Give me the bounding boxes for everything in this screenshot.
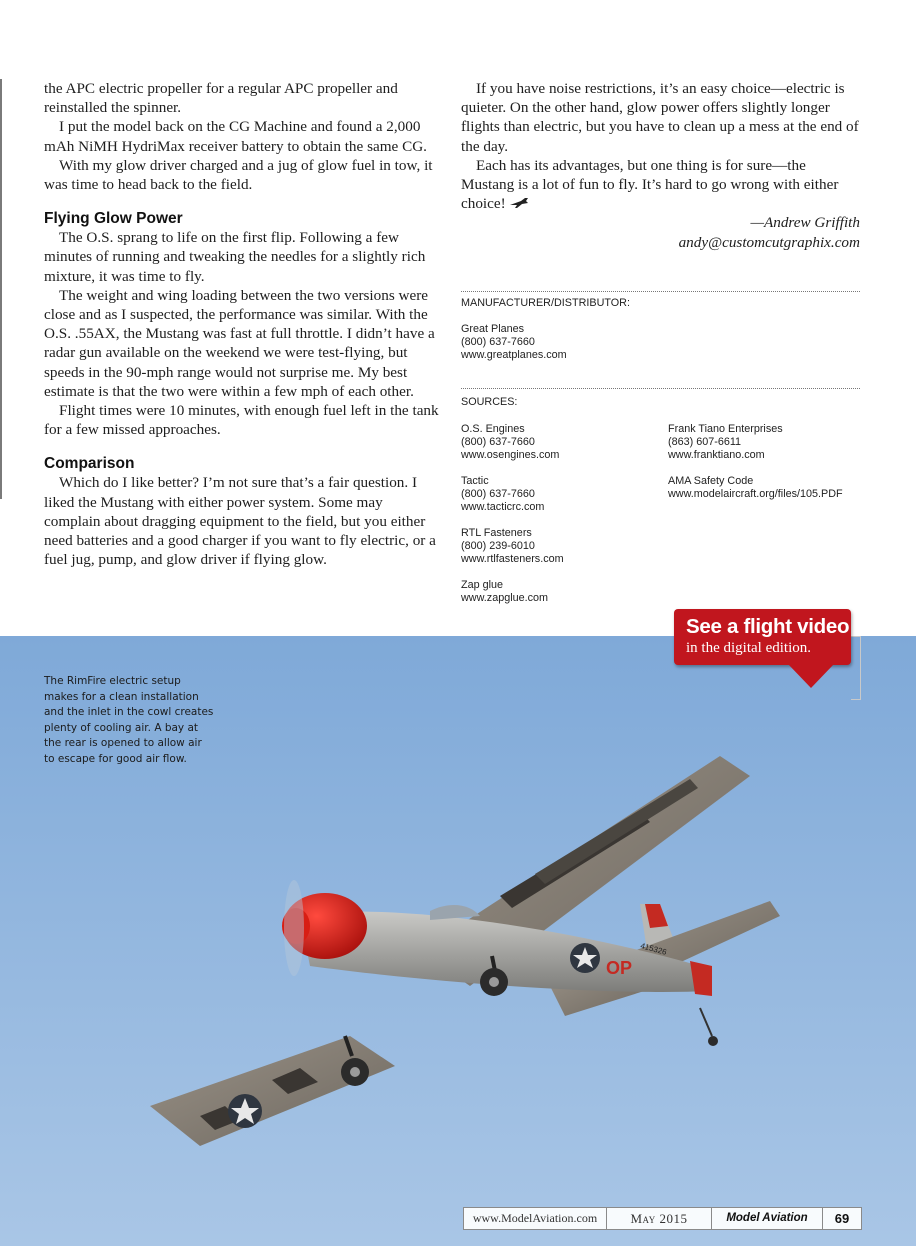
paragraph [461, 156, 860, 214]
paragraph: the APC electric propeller for a regular APC propeller and reinstalled the spinner. [44, 80, 398, 117]
callout-subtitle: in the digital edition. [686, 640, 811, 656]
sources-list-left [461, 410, 661, 605]
source-name: Frank Tiano Enterprises [668, 423, 783, 435]
footer-date: May 2015 [607, 1208, 712, 1229]
source-name: O.S. Engines [461, 423, 525, 435]
end-mark-plane-icon [509, 197, 529, 209]
tail-wheel [708, 1036, 718, 1046]
divider [461, 291, 860, 292]
callout-title: See a flight video [686, 615, 850, 638]
footer-magazine: Model Aviation [712, 1208, 823, 1229]
source-name: Zap glue [461, 579, 504, 591]
footer-url[interactable]: www.ModelAviation.com [464, 1208, 607, 1229]
aircraft-code: OP [606, 958, 633, 978]
source-url[interactable]: www.franktiano.com [668, 449, 765, 461]
source-name: AMA Safety Code [668, 475, 754, 487]
source-entry [668, 475, 868, 501]
manufacturer-name: Great Planes [461, 323, 525, 335]
author-name: —Andrew Griffith [750, 214, 860, 232]
manufacturer-phone: (800) 637-7660 [461, 336, 535, 348]
paragraph: The weight and wing loading between the two versions were close and as I suspected, the performance was similar. With the O.S. .55AX, the Mustang was fast at full throttle. I didn’t have a radar gun available on the weekend we were test-flying, but speeds in the 90-mph range would not surprise me. My best estimate is that the two were within a few mph of each other. [44, 286, 435, 400]
photo-caption: The RimFire electric setup makes for a clean installation and the inlet in the cowl creates plenty of cooling air. A bay at the rear is opened to allow air to escape for good air flow. [44, 675, 214, 765]
manufacturer-url[interactable]: www.greatplanes.com [461, 349, 567, 361]
sources-block [461, 396, 860, 604]
section-heading-comparison: Comparison [44, 455, 135, 473]
source-entry [668, 423, 868, 462]
paragraph: Flight times were 10 minutes, with enough fuel left in the tank for a few missed approaches. [44, 402, 439, 439]
source-url[interactable]: www.zapglue.com [461, 592, 549, 604]
article-column-right [461, 79, 860, 252]
source-entry [461, 475, 661, 514]
paragraph: The O.S. sprang to life on the first flip. Following a few minutes of running and tweaking the needles for a slightly rich mixture, it was time to fly. [44, 229, 426, 285]
source-entry [461, 527, 661, 566]
left-margin-rule [0, 79, 2, 499]
paragraph-text: Each has its advantages, but one thing is for sure—the Mustang is a lot of fun to fly. It’s hard to go wrong with either choice! [461, 156, 839, 213]
article-column-left [44, 79, 440, 569]
paragraph: With my glow driver charged and a jug of glow fuel in tow, it was time to head back to the field. [44, 156, 433, 194]
source-phone: (800) 637-7660 [461, 488, 535, 500]
page-number: 69 [834, 1211, 850, 1226]
sources-label: SOURCES: [461, 396, 518, 408]
source-url[interactable]: www.rtlfasteners.com [461, 553, 564, 565]
paragraph: If you have noise restrictions, it’s an easy choice—electric is quieter. On the other hand, glow power offers slightly longer flights than electric, but you have to clean up a mess at the end of the day. [461, 80, 859, 155]
callout-pointer [788, 664, 834, 688]
source-entry [461, 423, 661, 462]
manufacturer-label: MANUFACTURER/DISTRIBUTOR: [461, 297, 630, 309]
propeller-blur [284, 880, 304, 976]
aircraft-serial: 415326 [639, 941, 668, 957]
manufacturer-block [461, 297, 860, 362]
source-url[interactable]: www.tacticrc.com [461, 501, 545, 513]
paragraph: I put the model back on the CG Machine and found a 2,000 mAh NiMH HydriMax receiver battery to obtain the same CG. [44, 118, 427, 155]
source-name: RTL Fasteners [461, 527, 532, 539]
section-heading-flying-glow: Flying Glow Power [44, 210, 183, 228]
source-entry [461, 579, 661, 605]
source-phone: (800) 637-7660 [461, 436, 535, 448]
source-name: Tactic [461, 475, 489, 487]
source-url[interactable]: www.osengines.com [461, 449, 560, 461]
source-phone: (800) 239-6010 [461, 540, 535, 552]
callout-outline [851, 636, 861, 700]
paragraph: Which do I like better? I’m not sure that’s a fair question. I liked the Mustang with either power system. Some may complain about dragging equipment to the field, but you either need batteries and a good charger if you want to fly electric, or a fuel jug, pump, and glow driver if flying glow. [44, 474, 436, 569]
page-footer [463, 1207, 862, 1230]
manufacturer-entry [461, 323, 860, 362]
source-url[interactable]: www.modelaircraft.org/files/105.PDF [668, 488, 843, 500]
sources-list-right [668, 410, 868, 501]
divider [461, 388, 860, 389]
author-email[interactable]: andy@customcutgraphix.com [678, 233, 860, 251]
source-phone: (863) 607-6611 [668, 436, 742, 448]
